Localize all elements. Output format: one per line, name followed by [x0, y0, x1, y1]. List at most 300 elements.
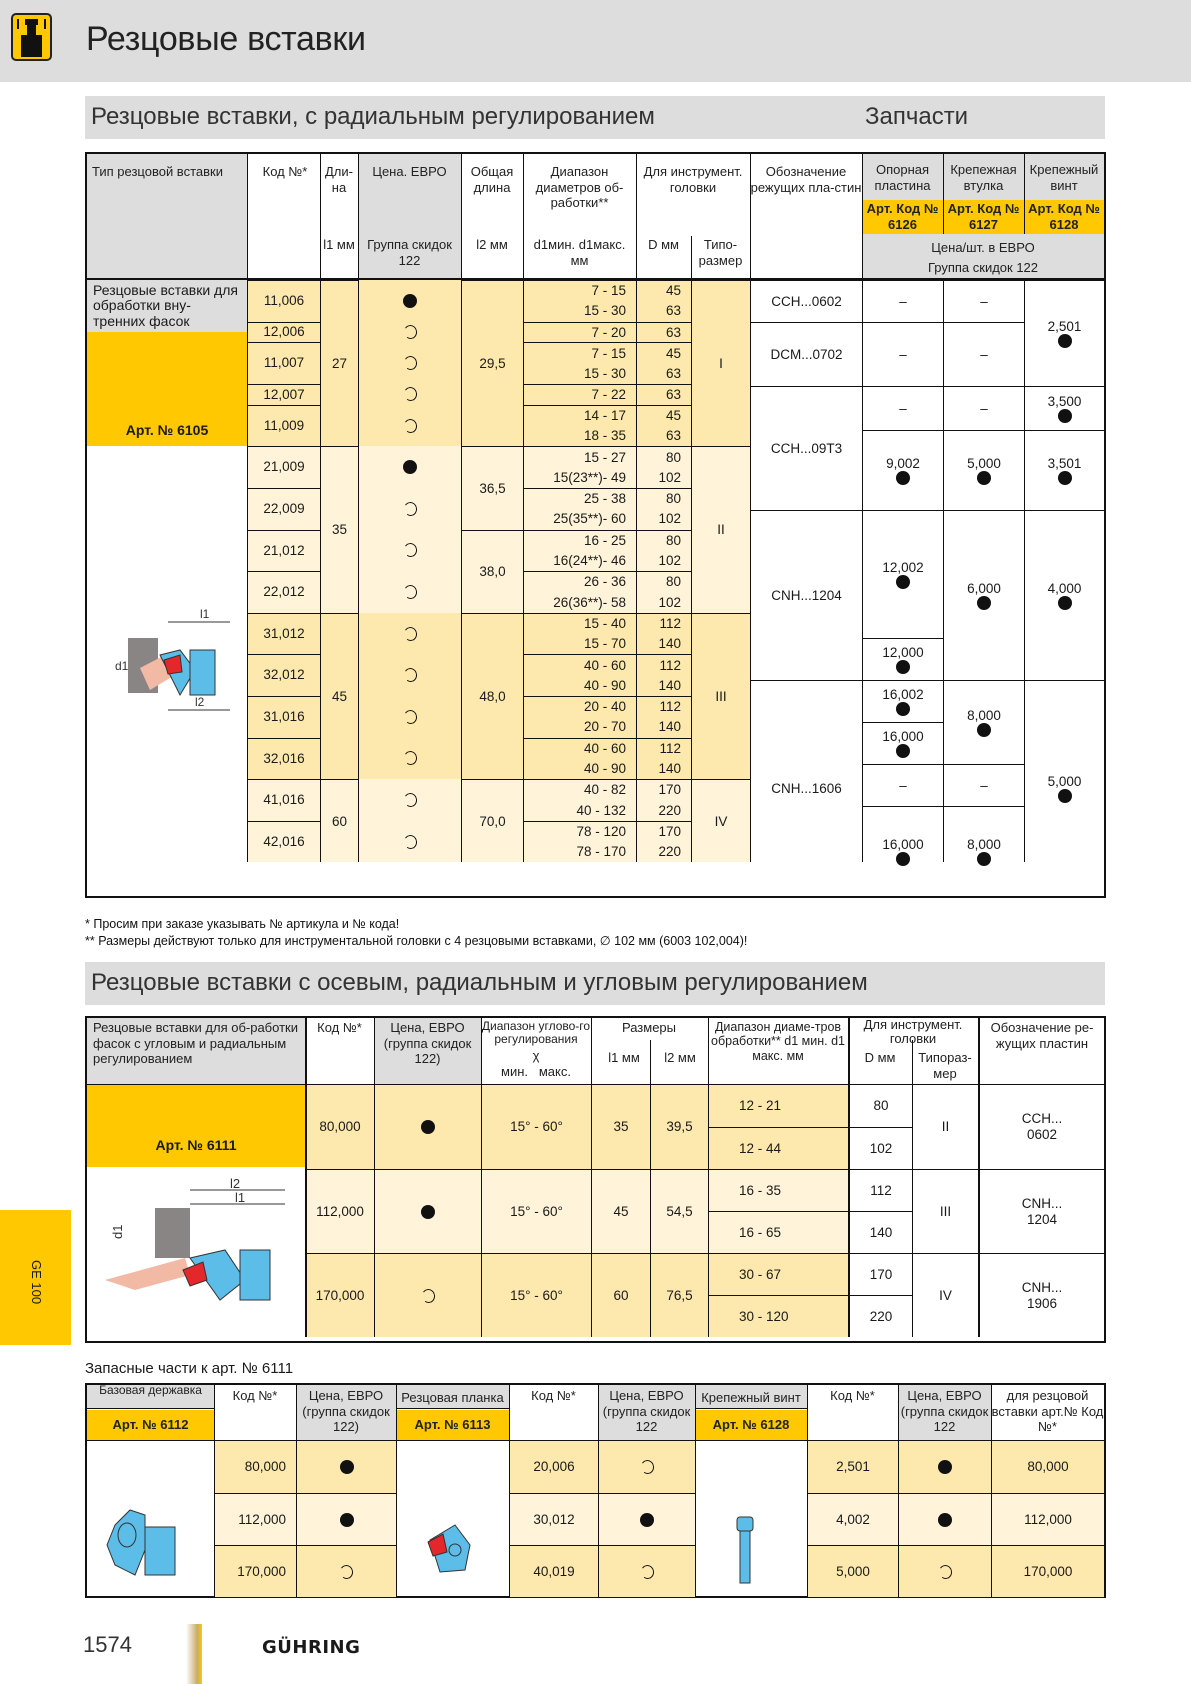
col-total-length: Общая длина	[470, 164, 514, 195]
spare-price-value: –	[980, 400, 988, 416]
spare-6126-cell	[863, 722, 943, 764]
footnote-2: ** Размеры действуют только для инструментальной головки с 4 резцовыми вставками, ∅ 102 мм (6003 102,004)!	[85, 934, 748, 948]
col-range-unit: d1мин. d1макс. мм	[533, 237, 626, 268]
head-d-cell: 45	[637, 280, 691, 301]
price-on-request-icon	[402, 324, 417, 340]
range-cell: 7 - 15	[524, 280, 636, 301]
svg-text:l2: l2	[195, 695, 205, 709]
svg-text:d1: d1	[115, 659, 129, 673]
col-range: Диапазон диаметров об-работки**	[535, 164, 624, 211]
article-6111: Арт. № 6111	[155, 1137, 237, 1153]
spare-6126-cell	[863, 510, 943, 638]
spare-6127-cell	[944, 806, 1024, 896]
column-divider	[320, 280, 321, 862]
column-divider	[523, 280, 524, 862]
s2-col-price: Цена, ЕВРО (группа скидок 122)	[383, 1020, 472, 1067]
spare-6127-cell	[944, 386, 1024, 430]
insert-cell: CCH...0602	[751, 280, 862, 322]
page-title: Резцовые вставки	[86, 20, 366, 58]
svg-text:l2: l2	[230, 1176, 241, 1191]
spare-price-value: 5,000	[1047, 773, 1082, 789]
size-cell: IV	[692, 779, 750, 862]
price-on-request-icon	[402, 750, 417, 766]
holder-code-cell: 112,000	[215, 1493, 296, 1545]
size-cell: III	[692, 613, 750, 779]
column-divider	[247, 280, 248, 862]
spare-price-value: 4,000	[1047, 580, 1082, 596]
head-d-cell: 140	[637, 675, 691, 696]
price-available-icon	[1058, 789, 1072, 803]
article-6111-badge	[87, 1085, 305, 1167]
range-cell: 26 - 36	[524, 571, 636, 592]
bar-code-cell: 40,019	[510, 1545, 598, 1597]
price-available-icon	[938, 1460, 952, 1474]
angular-insert-drawing	[95, 1176, 295, 1333]
s3-col-for-insert: для резцовой вставки арт.№ Код №*	[991, 1388, 1104, 1435]
insert-cell: CNH...1606	[751, 680, 862, 896]
code-cell: 22,009	[263, 501, 305, 517]
price-available-icon	[340, 1460, 354, 1474]
col-head-size: Типо-размер	[698, 237, 743, 268]
spare-6128-cell	[1025, 280, 1104, 386]
head-d-cell: 112	[850, 1169, 912, 1211]
head-d-cell: 63	[637, 426, 691, 447]
price-cell	[359, 613, 461, 655]
head-d-cell: 220	[637, 842, 691, 863]
range-cell: 14 - 17	[524, 405, 636, 426]
s2-col-angle-minmax: мин. макс.	[501, 1064, 571, 1079]
length-cell: 27	[321, 280, 358, 446]
price-on-request-icon	[402, 418, 417, 434]
price-available-icon	[421, 1205, 435, 1219]
code-cell: 41,016	[263, 792, 305, 808]
length-cell: 35	[321, 446, 358, 612]
col-type: Тип резцовой вставки	[92, 164, 223, 179]
price-on-request-icon	[402, 626, 417, 642]
head-d-cell: 102	[637, 592, 691, 613]
price-on-request-icon	[402, 355, 417, 371]
spare-price-value: 3,500	[1047, 393, 1082, 409]
spare-price-value: 3,501	[1047, 455, 1082, 471]
code-cell: 22,012	[263, 584, 305, 600]
svg-text:d1: d1	[110, 1224, 125, 1239]
spare-price-value: –	[899, 346, 907, 362]
type-label: Резцовые вставки для обработки вну-тренних фасок	[93, 282, 238, 329]
screw-drawing	[735, 1515, 755, 1588]
price-cell	[359, 571, 461, 613]
range-cell: 20 - 40	[524, 696, 636, 717]
size-cell: I	[692, 280, 750, 446]
price-on-request-icon	[402, 834, 417, 850]
price-cell	[359, 654, 461, 696]
insert-cell: DCM...0702	[751, 322, 862, 386]
head-d-cell: 45	[637, 342, 691, 363]
code-cell: 21,009	[263, 459, 305, 475]
spare-price-value: 16,000	[882, 728, 924, 744]
price-on-request-icon	[402, 667, 417, 683]
s2-col-angle-sym: χ	[532, 1048, 540, 1063]
column-divider	[991, 1385, 992, 1596]
spare-price-value: –	[980, 777, 988, 793]
price-cell	[359, 821, 461, 863]
s3-screw-art: Арт. № 6128	[712, 1417, 790, 1432]
spare-price-value: –	[899, 293, 907, 309]
code-cell: 11,006	[263, 293, 305, 309]
price-on-request-icon	[402, 386, 417, 402]
s3-col-code-a: Код №*	[232, 1388, 278, 1403]
code-cell: 31,016	[263, 709, 305, 725]
spare-price-value: 9,002	[886, 455, 920, 471]
s2-col-range: Диапазон диаме-тров обработки** d1 мин. d1 макс. мм	[711, 1020, 845, 1063]
s2-col-dims: Размеры	[621, 1020, 677, 1035]
spare-6126-cell	[863, 322, 943, 386]
spare-price-value: 12,000	[882, 644, 924, 660]
range-cell: 26(36**)- 58	[524, 592, 636, 613]
head-d-cell: 170	[850, 1253, 912, 1295]
column-divider	[978, 1085, 980, 1337]
price-available-icon	[896, 575, 910, 589]
column-divider	[598, 1385, 599, 1596]
bar-code-cell: 30,012	[510, 1493, 598, 1545]
price-cell	[359, 488, 461, 530]
price-on-request-icon	[402, 709, 417, 725]
col-insert: Обозначение режущих пла-стин	[750, 164, 862, 195]
price-available-icon	[1058, 409, 1072, 423]
price-on-request-icon	[339, 1563, 354, 1579]
price-available-icon	[340, 1513, 354, 1527]
range-cell: 40 - 60	[524, 654, 636, 675]
price-available-icon	[977, 852, 991, 866]
range-cell: 30 - 120	[709, 1295, 848, 1337]
price-available-icon	[938, 1513, 952, 1527]
spare-price-value: –	[980, 293, 988, 309]
price-available-icon	[896, 702, 910, 716]
range-cell: 40 - 60	[524, 738, 636, 759]
price-cell	[359, 405, 461, 447]
price-available-icon	[403, 294, 417, 308]
spare-6126-cell	[863, 280, 943, 322]
head-d-cell: 63	[637, 301, 691, 322]
code-cell: 12,006	[263, 324, 305, 340]
s2-col-head-d: D мм	[864, 1050, 896, 1065]
price-available-icon	[977, 596, 991, 610]
price-available-icon	[896, 660, 910, 674]
range-cell: 12 - 44	[709, 1127, 848, 1169]
range-cell: 78 - 120	[524, 821, 636, 842]
tool-category-icon	[11, 13, 52, 61]
head-d-cell: 80	[637, 446, 691, 467]
price-cell	[359, 280, 461, 322]
code-cell: 80,000	[306, 1085, 374, 1169]
head-d-cell: 63	[637, 363, 691, 384]
code-cell: 112,000	[306, 1169, 374, 1253]
head-d-cell: 220	[850, 1295, 912, 1337]
price-on-request-icon	[402, 542, 417, 558]
price-on-request-icon	[420, 1287, 435, 1303]
footnote-1: * Просим при заказе указывать № артикула и № кода!	[85, 917, 400, 931]
column-divider	[695, 1385, 696, 1596]
price-available-icon	[977, 723, 991, 737]
column-divider	[691, 280, 692, 862]
s3-col-price-b: Цена, ЕВРО (группа скидок 122	[602, 1388, 691, 1435]
price-on-request-icon	[402, 584, 417, 600]
price-on-request-icon	[639, 1563, 654, 1579]
insert-drawing	[115, 600, 240, 733]
range-cell: 78 - 170	[524, 842, 636, 863]
art-6127: Арт. Код № 6127	[947, 201, 1020, 232]
price-cell	[359, 738, 461, 780]
col-head: Для инструмент. головки	[643, 164, 743, 195]
spare-price-value: 16,000	[882, 836, 924, 852]
column-divider	[358, 280, 359, 862]
l2-cell: 54,5	[651, 1169, 708, 1253]
size-cell: II	[941, 1119, 950, 1135]
s2-col-l1: l1 мм	[608, 1050, 640, 1065]
size-cell: II	[692, 446, 750, 612]
screw-code-cell: 4,002	[808, 1493, 898, 1545]
price-available-icon	[403, 460, 417, 474]
spare-price-value: 6,000	[967, 580, 1001, 596]
head-d-cell: 112	[637, 613, 691, 634]
s2-col-angle: Диапазон углово-го регулирования	[481, 1019, 591, 1047]
code-cell: 32,012	[263, 667, 305, 683]
spare-price-value: 8,000	[967, 707, 1001, 723]
screw-price-cell	[899, 1493, 991, 1545]
code-cell: 21,012	[263, 542, 305, 558]
range-cell: 12 - 21	[709, 1085, 848, 1127]
column-divider	[898, 1385, 899, 1596]
range-cell: 7 - 20	[524, 322, 636, 343]
col-price-group: Группа скидок 122	[367, 237, 452, 268]
cutting-bar-drawing	[425, 1520, 475, 1578]
column-divider	[396, 1385, 397, 1596]
range-cell: 16 - 65	[709, 1211, 848, 1253]
screw-price-cell	[899, 1441, 991, 1493]
screw-code-cell: 5,000	[808, 1545, 898, 1597]
l1-cell: 60	[592, 1253, 650, 1337]
spare-6127-cell	[944, 322, 1024, 386]
length-cell: 45	[321, 613, 358, 779]
range-cell: 15 - 40	[524, 613, 636, 634]
range-cell: 18 - 35	[524, 426, 636, 447]
catalog-section-tab[interactable]: GE 100	[0, 1210, 71, 1345]
col-support-plate: Опорная пластина	[874, 162, 931, 193]
s3-col-code-c: Код №*	[830, 1388, 875, 1403]
range-cell: 25 - 38	[524, 488, 636, 509]
spare-6127-cell	[944, 510, 1024, 680]
col-screw: Крепежный винт	[1029, 162, 1099, 193]
s3-bar-art: Арт. № 6113	[414, 1417, 491, 1432]
col-head-d: D мм	[648, 237, 679, 252]
price-cell	[375, 1253, 481, 1337]
spare-price-value: –	[899, 777, 907, 793]
range-cell: 15 - 30	[524, 363, 636, 384]
for-insert-code-cell: 112,000	[992, 1493, 1104, 1545]
price-available-icon	[1058, 334, 1072, 348]
holder-code-cell: 80,000	[215, 1441, 296, 1493]
range-cell: 40 - 90	[524, 758, 636, 779]
size-cell: IV	[913, 1253, 978, 1337]
range-cell: 30 - 67	[709, 1253, 848, 1295]
head-d-cell: 102	[637, 550, 691, 571]
bar-price-cell	[599, 1441, 695, 1493]
col-total-length-unit: l2 мм	[476, 237, 508, 252]
range-cell: 40 - 82	[524, 779, 636, 800]
range-cell: 16(24**)- 46	[524, 550, 636, 571]
s2-col-head-size: Типораз-мер	[918, 1050, 972, 1081]
column-divider	[305, 1085, 307, 1337]
head-d-cell: 170	[637, 779, 691, 800]
price-available-icon	[1058, 471, 1072, 485]
head-d-cell: 80	[637, 530, 691, 551]
spare-6126-cell	[863, 430, 943, 510]
head-d-cell: 80	[637, 571, 691, 592]
head-d-cell: 112	[637, 696, 691, 717]
s3-holder-art: Арт. № 6112	[112, 1417, 189, 1432]
range-cell: 15 - 70	[524, 634, 636, 655]
for-insert-code-cell: 170,000	[992, 1545, 1104, 1597]
spare-6127-cell	[944, 430, 1024, 510]
column-divider	[912, 1085, 913, 1337]
range-cell: 16 - 35	[709, 1169, 848, 1211]
price-on-request-icon	[402, 792, 417, 808]
insert-cell: CNH...1204	[751, 510, 862, 680]
code-cell: 31,012	[263, 625, 305, 641]
spare-price-value: –	[980, 346, 988, 362]
spare-price-label: Цена/шт. в ЕВРО Группа скидок 122	[927, 240, 1039, 275]
holder-price-cell	[297, 1493, 396, 1545]
price-available-icon	[896, 471, 910, 485]
spare-6126-cell	[863, 638, 943, 680]
head-d-cell: 112	[637, 654, 691, 675]
spare-parts-title: Запчасти	[865, 103, 969, 130]
insert-cell: CCH...09T3	[751, 386, 862, 510]
s3-col-price-c: Цена, ЕВРО (группа скидок 122	[900, 1388, 989, 1435]
range-cell: 40 - 132	[524, 800, 636, 821]
price-available-icon	[896, 852, 910, 866]
column-divider	[481, 1085, 482, 1337]
spare-6126-cell	[863, 806, 943, 896]
head-d-cell: 102	[637, 467, 691, 488]
section-title: Резцовые вставки, с радиальным регулированием	[91, 103, 655, 130]
col-price: Цена. ЕВРО	[372, 164, 447, 179]
spare-6127-cell	[944, 280, 1024, 322]
price-cell	[375, 1169, 481, 1253]
base-holder-drawing	[105, 1505, 185, 1583]
section-title-bar	[85, 96, 1105, 139]
col-sleeve: Крепежная втулка	[950, 162, 1017, 193]
spare-6128-cell	[1025, 510, 1104, 680]
angle-cell: 15° - 60°	[482, 1253, 591, 1337]
for-insert-code-cell: 80,000	[992, 1441, 1104, 1493]
bar-code-cell: 20,006	[510, 1441, 598, 1493]
spare-price-value: 8,000	[967, 836, 1001, 852]
col-code: Код №*	[262, 164, 308, 179]
article-6105: Арт. № 6105	[125, 421, 209, 438]
spare-price-value: 16,002	[882, 686, 924, 702]
total-length-cell: 29,5	[462, 280, 523, 446]
s3-col-bar: Резцовая планка	[401, 1390, 504, 1405]
head-d-cell: 140	[637, 717, 691, 738]
price-cell	[359, 446, 461, 488]
head-d-cell: 140	[850, 1211, 912, 1253]
screw-price-cell	[899, 1545, 991, 1597]
col-length: Дли-на	[325, 164, 353, 195]
column-divider	[214, 1385, 215, 1596]
footer-divider	[186, 1624, 202, 1684]
price-on-request-icon	[402, 501, 417, 517]
price-available-icon	[1058, 596, 1072, 610]
bar-price-cell	[599, 1545, 695, 1597]
spare-6128-cell	[1025, 680, 1104, 896]
price-available-icon	[421, 1120, 435, 1134]
spare-6126-cell	[863, 764, 943, 806]
spare-price-value: 5,000	[967, 455, 1001, 471]
s3-col-price-a: Цена, ЕВРО (группа скидок 122)	[302, 1388, 390, 1435]
holder-code-cell: 170,000	[215, 1545, 296, 1597]
svg-text:l1: l1	[200, 607, 210, 621]
code-cell: 11,009	[263, 417, 305, 433]
code-cell: 32,016	[263, 750, 305, 766]
head-d-cell: 80	[637, 488, 691, 509]
insert-cell: CNH... 1906	[980, 1253, 1104, 1337]
s3-col-screw: Крепежный винт	[701, 1390, 801, 1405]
spare-6126-cell	[863, 386, 943, 430]
code-cell: 42,016	[263, 833, 305, 849]
head-d-cell: 112	[637, 738, 691, 759]
range-cell: 20 - 70	[524, 717, 636, 738]
price-on-request-icon	[937, 1563, 952, 1579]
column-divider	[509, 1385, 510, 1596]
range-cell: 25(35**)- 60	[524, 509, 636, 530]
insert-cell: CNH... 1204	[980, 1169, 1104, 1253]
page-number: 1574	[83, 1632, 132, 1657]
insert-cell: CCH... 0602	[1021, 1111, 1063, 1142]
range-cell: 40 - 90	[524, 675, 636, 696]
spare-6128-cell	[1025, 430, 1104, 510]
spare-price-value: 12,002	[882, 559, 924, 575]
spare-6128-cell	[1025, 386, 1104, 430]
head-d-cell: 102	[637, 509, 691, 530]
head-d-cell: 80	[873, 1098, 889, 1114]
length-cell: 60	[321, 779, 358, 862]
l2-cell: 39,5	[651, 1085, 708, 1169]
head-d-cell: 63	[637, 322, 691, 343]
range-cell: 7 - 15	[524, 342, 636, 363]
column-divider	[461, 280, 462, 862]
l1-cell: 45	[592, 1169, 650, 1253]
s2-col-head: Для инструмент. головки	[863, 1017, 963, 1047]
column-divider	[848, 1085, 850, 1337]
angle-cell: 15° - 60°	[482, 1169, 591, 1253]
head-d-cell: 140	[637, 758, 691, 779]
bar-price-cell	[599, 1493, 695, 1545]
holder-price-cell	[297, 1545, 396, 1597]
art-6126: Арт. Код № 6126	[866, 201, 939, 232]
angle-cell: 15° - 60°	[482, 1085, 591, 1169]
column-divider	[591, 1085, 592, 1337]
svg-text:l1: l1	[235, 1190, 246, 1205]
l1-cell: 35	[592, 1085, 650, 1169]
spares-title: Запасные части к арт. № 6111	[85, 1360, 294, 1377]
spare-6127-cell	[944, 680, 1024, 764]
s2-col-insert: Обозначение ре-жущих пластин	[990, 1020, 1094, 1051]
screw-code-cell: 2,501	[808, 1441, 898, 1493]
spare-6127-cell	[944, 764, 1024, 806]
total-length-cell: 48,0	[462, 613, 523, 779]
price-cell	[359, 322, 461, 343]
price-cell	[359, 384, 461, 405]
